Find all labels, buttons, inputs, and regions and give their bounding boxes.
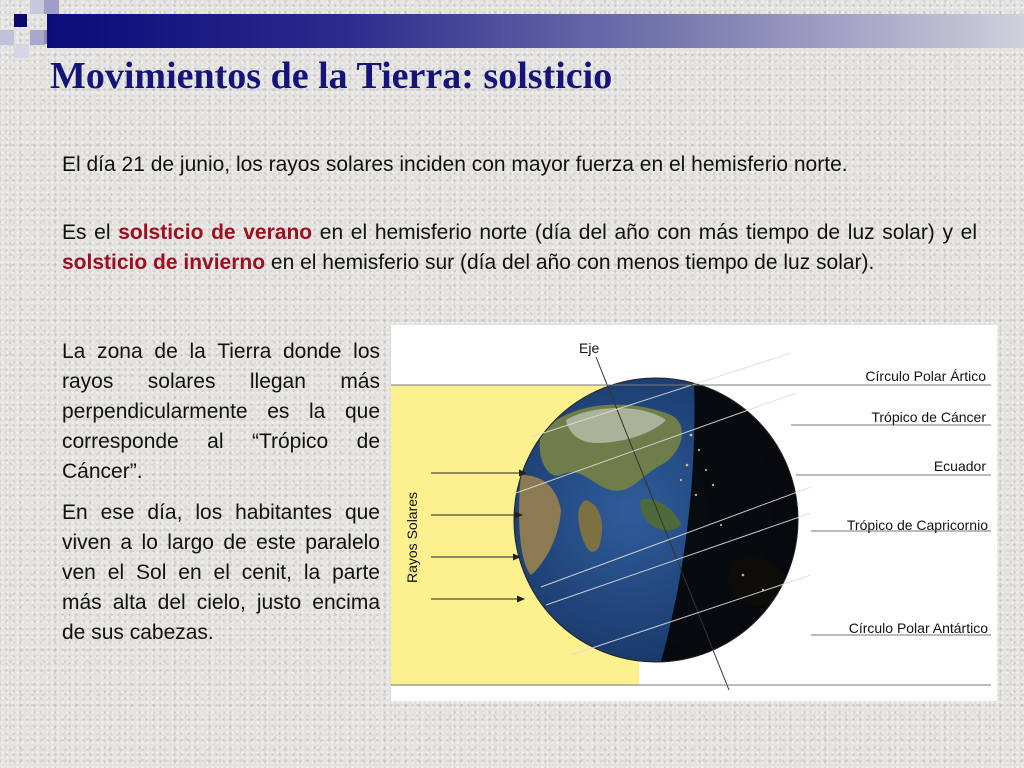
corner-square-decoration	[14, 44, 29, 58]
corner-square-decoration	[30, 30, 45, 45]
paragraph-tropic-cancer: La zona de la Tierra donde los rayos solares llegan más perpendicularmente es la que corresponde al “Trópico de Cáncer”.	[62, 340, 380, 483]
corner-square-decoration	[44, 0, 59, 14]
corner-square-decoration	[30, 0, 45, 14]
label-arctic-circle: Círculo Polar Ártico	[865, 368, 986, 384]
title-bar	[47, 14, 1024, 48]
label-tropic-cancer: Trópico de Cáncer	[871, 409, 986, 425]
corner-square-decoration	[0, 30, 14, 45]
label-antarctic-circle: Círculo Polar Antártico	[848, 620, 988, 636]
rays-solares-label: Rayos Solares	[404, 491, 420, 583]
highlight-winter-solstice: solsticio de invierno	[62, 251, 266, 274]
paragraph-solstice	[62, 218, 977, 278]
label-equator: Ecuador	[933, 458, 986, 474]
earth-solstice-figure	[391, 325, 997, 701]
paragraph-text: Es el	[62, 221, 119, 244]
paragraph-text: en el hemisferio sur (día del año con menos tiempo de luz solar).	[265, 251, 875, 274]
highlight-summer-solstice: solsticio de verano	[118, 221, 313, 244]
page-title: Movimientos de la Tierra: solsticio	[50, 55, 613, 97]
corner-square-decoration	[14, 14, 27, 27]
paragraph-zenith: En ese día, los habitantes que viven a lo largo de este paralelo ven el Sol en el cenit, la parte más alta del cielo, justo encima de sus cabezas.	[62, 501, 380, 644]
earth-diagram	[391, 325, 997, 701]
label-tropic-capricorn: Trópico de Capricornio	[846, 517, 988, 533]
paragraph-text: en el hemisferio norte (día del año con más tiempo de luz solar) y el	[312, 221, 977, 244]
paragraph-intro: El día 21 de junio, los rayos solares inciden con mayor fuerza en el hemisferio norte.	[62, 153, 848, 176]
axis-label: Eje	[579, 340, 600, 356]
